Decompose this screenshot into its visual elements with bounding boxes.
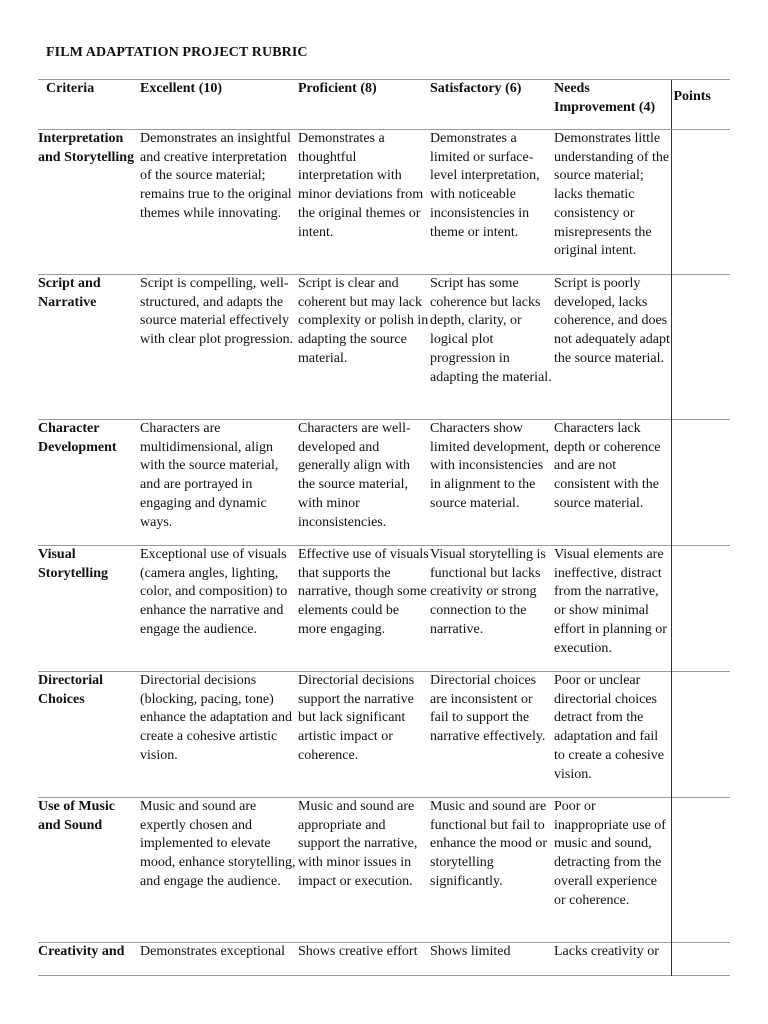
satisfactory-cell: Characters show limited development, with inconsistencies in alignment to the source material.: [430, 421, 549, 511]
header-points: Points: [671, 80, 730, 130]
criteria-cell: Visual Storytelling: [38, 547, 108, 581]
points-cell: [671, 798, 730, 943]
header-proficient: Proficient (8): [298, 80, 430, 130]
criteria-cell: Creativity and: [38, 944, 125, 959]
proficient-cell: Script is clear and coherent but may lack complexity or polish in adapting the source material.: [298, 276, 429, 366]
satisfactory-cell: Visual storytelling is functional but lacks creativity or strong connection to the narrative.: [430, 547, 546, 637]
proficient-cell: Demonstrates a thoughtful interpretation with minor deviations from the original themes or intent.: [298, 131, 424, 240]
header-needs-improvement: Needs Improvement (4): [554, 80, 671, 130]
table-row: [38, 420, 730, 546]
points-cell: [671, 943, 730, 976]
satisfactory-cell: Script has some coherence but lacks depth, clarity, or logical plot progression in adapting the material.: [430, 276, 552, 385]
satisfactory-cell: Directorial choices are inconsistent or fail to support the narrative effectively.: [430, 673, 546, 745]
excellent-cell: Script is compelling, well-structured, and adapts the source material effectively with clear plot progression.: [140, 276, 294, 348]
satisfactory-cell: Demonstrates a limited or surface-level interpretation, with noticeable inconsistencies in theme or intent.: [430, 131, 540, 240]
excellent-cell: Exceptional use of visuals (camera angles, lighting, color, and composition) to enhance the narrative and engage the audience.: [140, 547, 288, 637]
table-row: [38, 672, 730, 798]
needs-improvement-cell: Poor or inappropriate use of music and sound, detracting from the overall experience or coherence.: [554, 799, 666, 908]
header-satisfactory: Satisfactory (6): [430, 80, 554, 130]
satisfactory-cell: Music and sound are functional but fail to enhance the mood or storytelling significantly.: [430, 799, 548, 889]
needs-improvement-cell: Script is poorly developed, lacks coherence, and does not adequately adapt the source material.: [554, 276, 670, 366]
table-row: [38, 546, 730, 672]
criteria-cell: Character Development: [38, 421, 117, 455]
needs-improvement-cell: Visual elements are ineffective, distract from the narrative, or show minimal effort in planning or execution.: [554, 547, 667, 656]
excellent-cell: Characters are multidimensional, align with the source material, and are portrayed in engaging and dynamic ways.: [140, 421, 279, 530]
table-row: [38, 943, 730, 976]
proficient-cell: Effective use of visuals that supports the narrative, though some elements could be more engaging.: [298, 547, 429, 637]
criteria-cell: Script and Narrative: [38, 276, 101, 310]
needs-improvement-cell: Lacks creativity or: [554, 944, 659, 959]
needs-improvement-cell: Poor or unclear directorial choices detract from the adaptation and fail to create a cohesive vision.: [554, 673, 664, 782]
criteria-cell: Use of Music and Sound: [38, 799, 115, 833]
points-cell: [671, 130, 730, 275]
header-criteria: Criteria: [38, 80, 140, 130]
needs-improvement-cell: Demonstrates little understanding of the source material; lacks thematic consistency or misrepresents the original intent.: [554, 131, 670, 259]
points-cell: [671, 275, 730, 420]
proficient-cell: Shows creative effort: [298, 944, 418, 959]
table-row: [38, 130, 730, 275]
needs-improvement-cell: Characters lack depth or coherence and are not consistent with the source material.: [554, 421, 661, 511]
document-title: FILM ADAPTATION PROJECT RUBRIC: [46, 45, 308, 60]
excellent-cell: Directorial decisions (blocking, pacing, tone) enhance the adaptation and create a cohesive artistic vision.: [140, 673, 292, 763]
proficient-cell: Music and sound are appropriate and support the narrative, with minor issues in impact or execution.: [298, 799, 418, 889]
criteria-cell: Interpretation and Storytelling: [38, 131, 135, 165]
header-row: [38, 80, 730, 130]
criteria-cell: Directorial Choices: [38, 673, 104, 707]
excellent-cell: Music and sound are expertly chosen and implemented to elevate mood, enhance storytelling, and engage the audience.: [140, 799, 296, 889]
points-cell: [671, 546, 730, 672]
proficient-cell: Characters are well-developed and generally align with the source material, with minor inconsistencies.: [298, 421, 411, 530]
rubric-table: [38, 79, 730, 976]
header-excellent: Excellent (10): [140, 80, 298, 130]
table-row: [38, 275, 730, 420]
excellent-cell: Demonstrates exceptional: [140, 944, 286, 959]
table-row: [38, 798, 730, 943]
proficient-cell: Directorial decisions support the narrative but lack significant artistic impact or coherence.: [298, 673, 415, 763]
points-cell: [671, 672, 730, 798]
satisfactory-cell: Shows limited: [430, 944, 511, 959]
points-cell: [671, 420, 730, 546]
excellent-cell: Demonstrates an insightful and creative interpretation of the source material; remains true to the original themes while innovating.: [140, 131, 292, 221]
